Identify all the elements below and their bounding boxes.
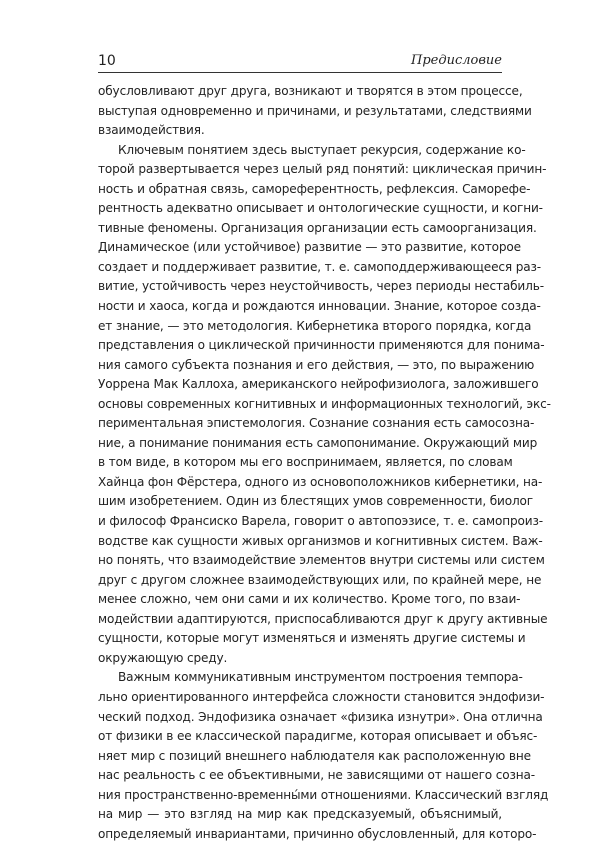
paragraph bbox=[98, 82, 532, 141]
text-line: ческий подход. Эндофизика означает «физика изнутри». Она отлична bbox=[98, 709, 543, 724]
text-line: определяемый инвариантами, причинно обусловленный, для которо- bbox=[98, 826, 537, 841]
text-line: Уоррена Мак Каллоха, американского нейрофизиолога, заложившего bbox=[98, 377, 539, 392]
page-number: 10 bbox=[98, 53, 116, 69]
text-line: Ключевым понятием здесь выступает рекурсия, содержание ко- bbox=[118, 142, 526, 157]
text-line: шим изобретением. Один из блестящих умов современности, биолог bbox=[98, 494, 534, 509]
text-line: ние, а понимание понимания есть самопонимание. Окружающий мир bbox=[98, 435, 538, 450]
text-line: водстве как сущности живых организмов и когнитивных систем. Важ- bbox=[98, 533, 543, 548]
text-line: но понять, что взаимодействие элементов внутри системы или систем bbox=[98, 553, 545, 568]
text-line: друг с другом сложнее взаимодействующих или, по крайней мере, не bbox=[98, 572, 542, 587]
text-line: представления о циклической причинности применяются для понима- bbox=[98, 338, 545, 353]
paragraph bbox=[98, 668, 549, 844]
text-line: в том виде, в котором мы его воспринимаем, является, по словам bbox=[98, 455, 513, 470]
text-line: няет мир с позиций внешнего наблюдателя как расположенную вне bbox=[98, 748, 531, 763]
text-line: ния пространственно-временны́ми отношениями. Классический взгляд bbox=[98, 787, 549, 802]
text-line: ности и хаоса, когда и рождаются инновации. Знание, которое созда- bbox=[98, 299, 541, 314]
text-line: модействии адаптируются, приспосабливаются друг к другу активные bbox=[98, 611, 548, 626]
text-line: от физики в ее классической парадигме, которая описывает и объяс- bbox=[98, 729, 538, 744]
text-line: основы современных когнитивных и информационных технологий, экс- bbox=[98, 396, 551, 411]
text-line: и философ Франсиско Варела, говорит о автопоэзисе, т. е. самопроиз- bbox=[98, 514, 544, 529]
text-line: обусловливают друг друга, возникают и творятся в этом процессе, bbox=[98, 84, 523, 98]
text-line: выступая одновременно и причинами, и результатами, следствиями bbox=[98, 103, 532, 118]
text-line: сущности, которые могут изменяться и изменять другие системы и bbox=[98, 631, 526, 646]
text-line: ет знание, — это методология. Кибернетика второго порядка, когда bbox=[98, 318, 532, 333]
text-line: тивные феномены. Организация организации есть самоорганизация. bbox=[98, 220, 537, 235]
text-line: рентность адекватно описывает и онтологические сущности, и когни- bbox=[98, 201, 543, 216]
running-title: Предисловие bbox=[411, 53, 502, 68]
text-line: периментальная эпистемология. Сознание сознания есть самосозна- bbox=[98, 416, 535, 431]
text-line: нас реальность с ее объективными, не зависящими от нашего созна- bbox=[98, 768, 535, 783]
paragraph bbox=[98, 141, 551, 669]
text-line: Хайнца фон Фёрстера, одного из основоположников кибернетики, на- bbox=[98, 474, 543, 489]
running-header bbox=[98, 52, 502, 73]
text-line: окружающую среду. bbox=[98, 650, 228, 665]
text-line: менее сложно, чем они сами и их количество. Кроме того, по взаи- bbox=[98, 592, 521, 607]
text-line: создает и поддерживает развитие, т. е. самоподдерживающееся раз- bbox=[98, 259, 541, 274]
text-line: на мир — это взгляд на мир как предсказуемый, объяснимый, bbox=[98, 807, 502, 822]
text-line: Динамическое (или устойчивое) развитие — это развитие, которое bbox=[98, 240, 521, 255]
text-line: витие, устойчивость через неустойчивость, через периоды нестабиль- bbox=[98, 279, 544, 294]
body-text bbox=[98, 82, 551, 844]
text-line: ния самого субъекта познания и его действия, — это, по выражению bbox=[98, 357, 535, 372]
text-line: взаимодействия. bbox=[98, 123, 205, 138]
text-line: льно ориентированного интерфейса сложности становится эндофизи- bbox=[98, 689, 545, 704]
text-line: ность и обратная связь, самореферентность, рефлексия. Саморефе- bbox=[98, 181, 531, 196]
text-line: Важным коммуникативным инструментом построения темпора- bbox=[118, 670, 523, 685]
text-line: торой развертывается через целый ряд понятий: циклическая причин- bbox=[98, 162, 547, 177]
